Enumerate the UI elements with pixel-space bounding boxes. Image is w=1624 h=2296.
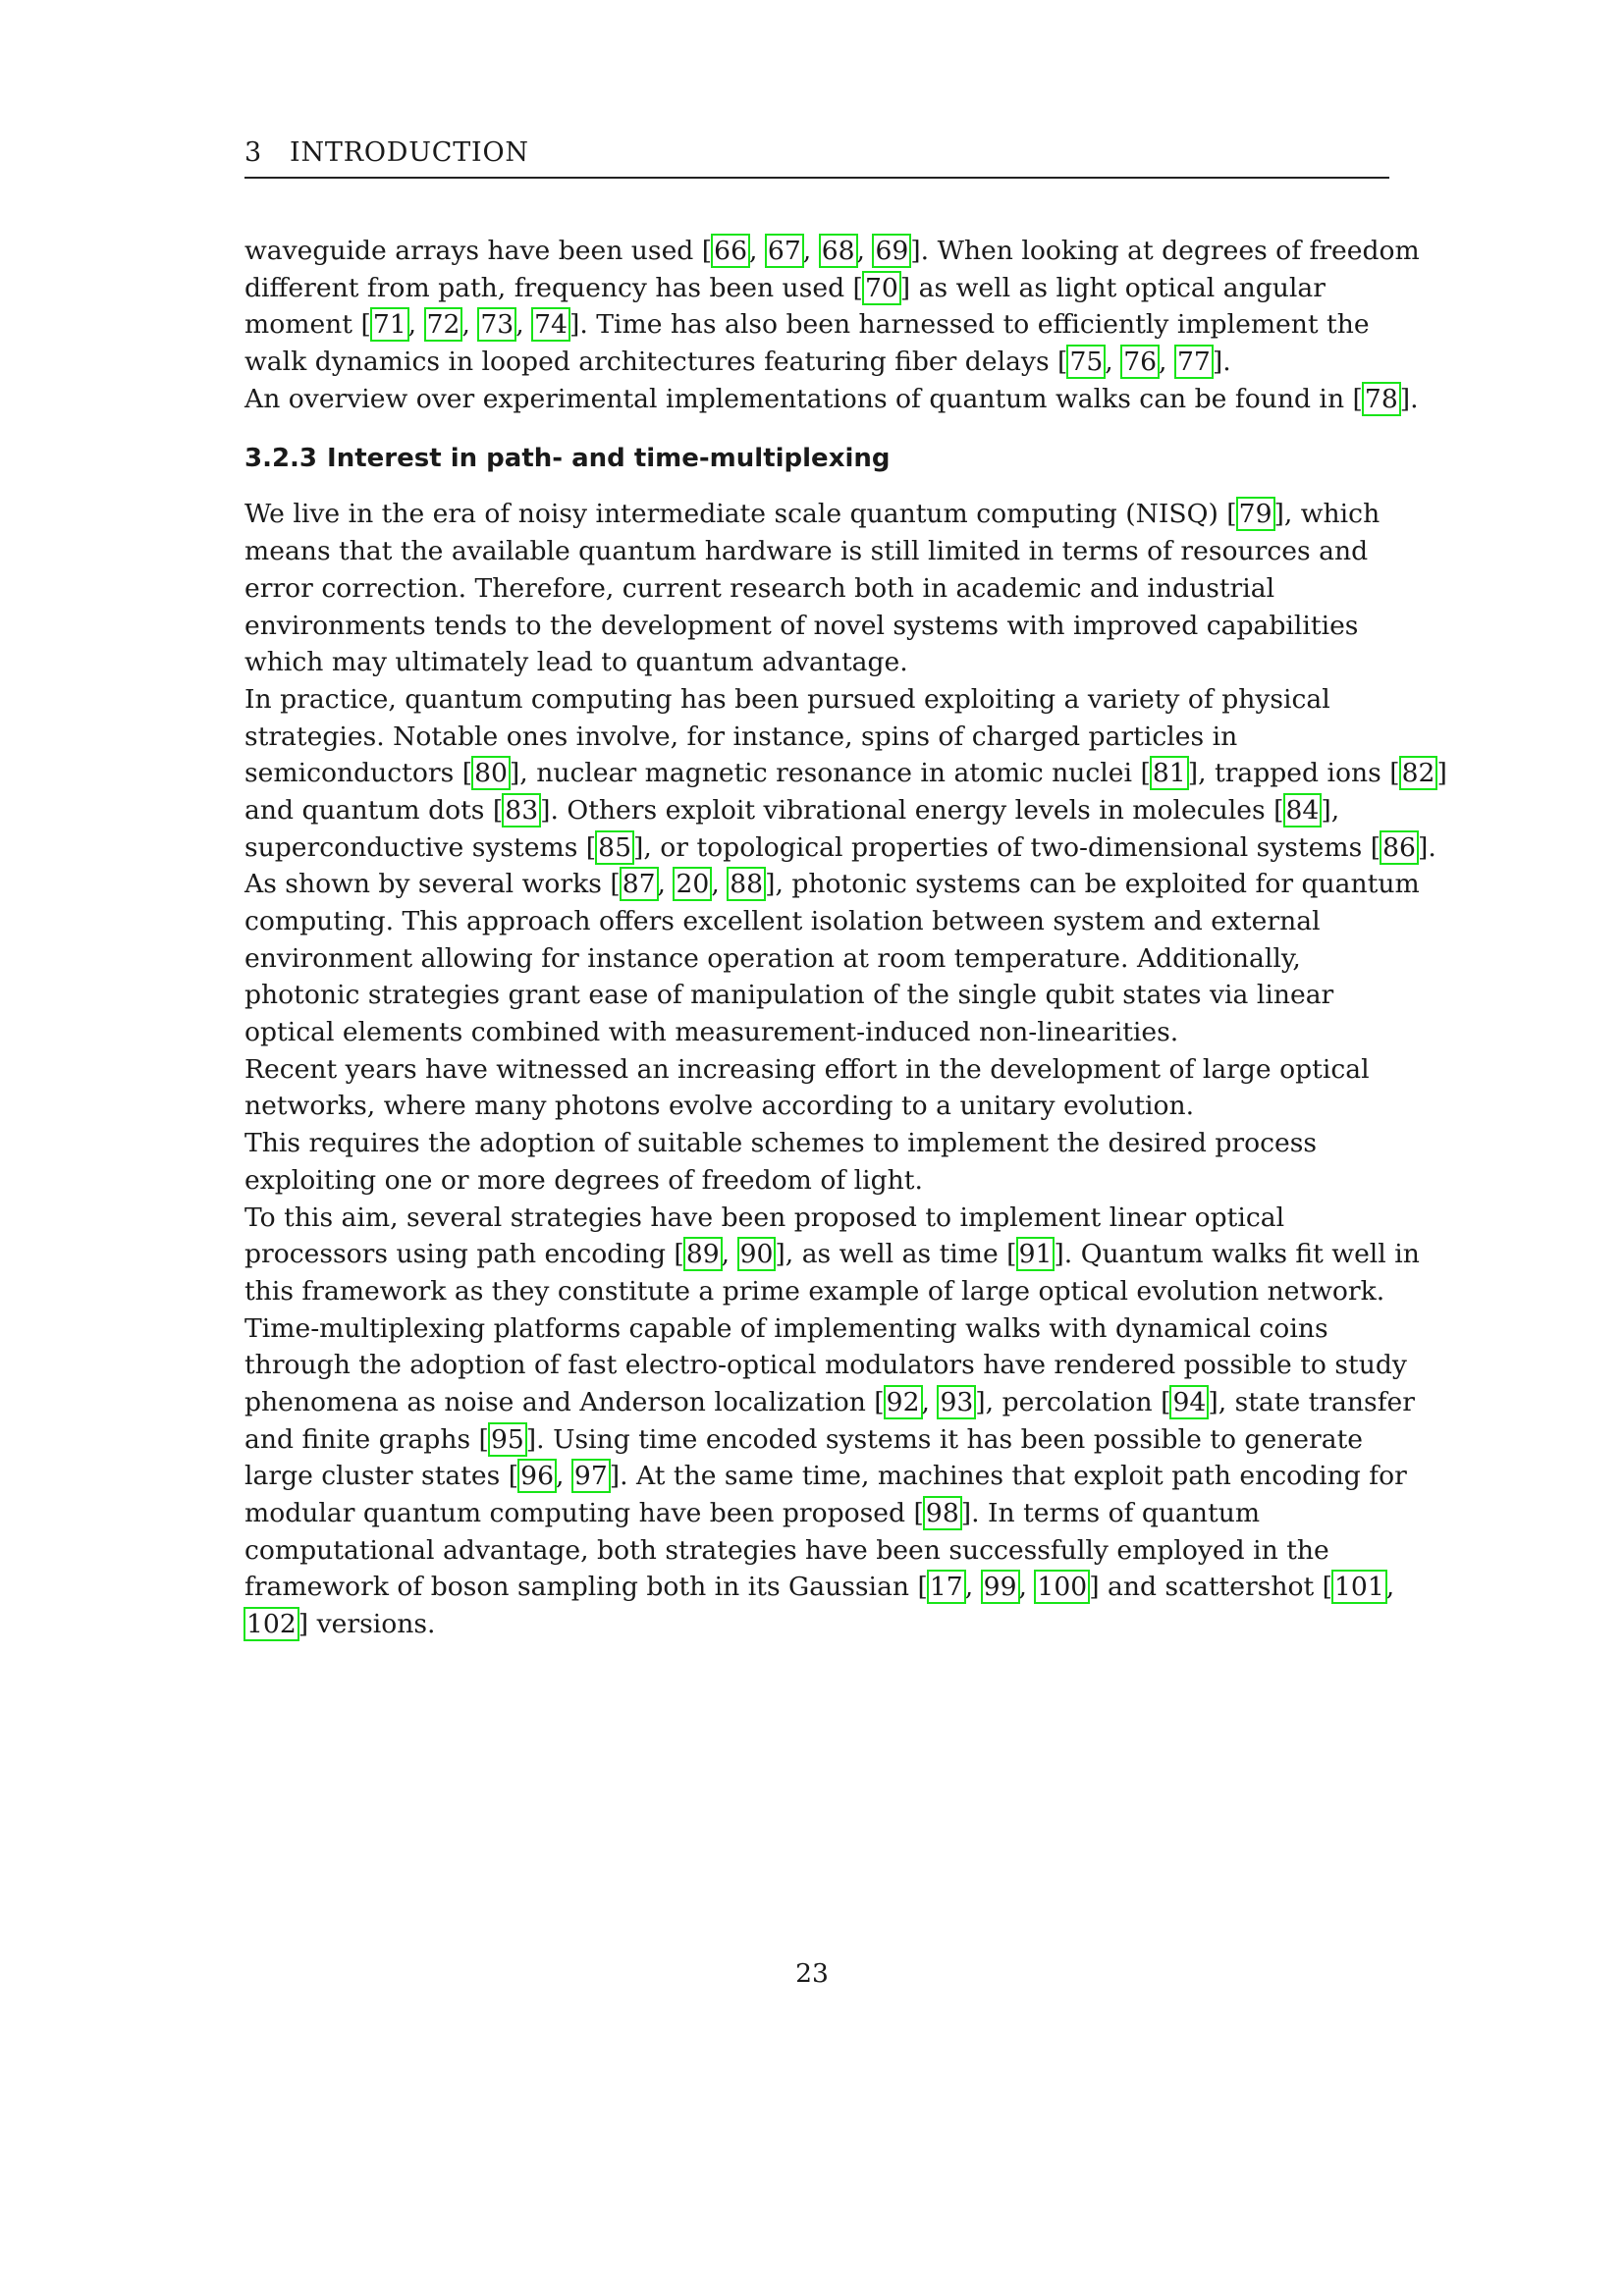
citation-link[interactable]: 99 [981,1570,1020,1604]
text-line: computing. This approach offers excellent isolation between system and external [244,906,1321,936]
text-line: superconductive systems [85], or topological properties of two-dimensional systems [86]. [244,831,1436,863]
paragraph-path-time-multiplexing [244,496,1447,1642]
text-line: modular quantum computing have been proposed [98]. In terms of quantum [244,1498,1261,1528]
text-line: 102] versions. [244,1606,1393,1643]
citation-link[interactable]: 72 [424,307,463,342]
text-line: optical elements combined with measurement-induced non-linearities. [244,1017,1179,1048]
text-line: Time-multiplexing platforms capable of implementing walks with dynamical coins [244,1312,1328,1344]
citation-link[interactable]: 94 [1169,1385,1209,1419]
text-line: As shown by several works [87, 20, 88], photonic systems can be exploited for quantum [244,869,1420,900]
text-line: means that the available quantum hardware is still limited in terms of resources and [244,536,1369,567]
text-line: waveguide arrays have been used [66, 67, 68, 69]. When looking at degrees of freedom [244,236,1420,266]
citation-link[interactable]: 87 [620,867,659,901]
paragraph-walk-implementations [244,233,1420,417]
main-content [244,233,1447,1643]
text-line: semiconductors [80], nuclear magnetic resonance in atomic nuclei [81], trapped ions [82] [244,758,1447,789]
text-line: strategies. Notable ones involve, for instance, spins of charged particles in [244,721,1238,752]
citation-link[interactable]: 82 [1399,756,1438,790]
citation-link[interactable]: 79 [1236,497,1275,531]
text-line: and quantum dots [83]. Others exploit vibrational energy levels in molecules [84], [244,794,1340,826]
text-line: In practice, quantum computing has been pursued exploiting a variety of physical [244,683,1330,715]
citation-link[interactable]: 78 [1362,382,1401,416]
citation-link[interactable]: 92 [884,1385,923,1419]
text-line: this framework as they constitute a prime example of large optical evolution network. [244,1275,1385,1307]
citation-link[interactable]: 89 [683,1237,723,1271]
page-number: 23 [795,1958,829,1989]
citation-link[interactable]: 70 [862,271,901,305]
text-line: exploiting one or more degrees of freedom of light. [244,1164,923,1196]
text-line: through the adoption of fast electro-optical modulators have rendered possible to study [244,1350,1407,1381]
citation-link[interactable]: 68 [819,234,858,268]
section-heading [244,439,1393,478]
citation-link[interactable]: 93 [937,1385,976,1419]
citation-link[interactable]: 98 [923,1496,962,1530]
section-title: Interest in path- and time-multiplexing [327,444,891,474]
text-line: which may ultimately lead to quantum advantage. [244,647,908,678]
citation-link[interactable]: 81 [1150,756,1189,790]
text-line: This requires the adoption of suitable schemes to implement the desired process [244,1128,1318,1159]
citation-link[interactable]: 76 [1120,345,1160,379]
text-line: networks, where many photons evolve according to a unitary evolution. [244,1091,1195,1122]
citation-link[interactable]: 80 [471,756,511,790]
text-line: Recent years have witnessed an increasing effort in the development of large optical [244,1053,1370,1085]
text-line: We live in the era of noisy intermediate scale quantum computing (NISQ) [79], which [244,499,1380,530]
text-line: computational advantage, both strategies have been successfully employed in the [244,1534,1329,1566]
citation-link[interactable]: 100 [1034,1570,1090,1604]
citation-link[interactable]: 83 [502,793,541,828]
citation-link[interactable]: 20 [673,867,712,901]
section-number: 3.2.3 [244,444,318,474]
text-line: phenomena as noise and Anderson localization [92, 93], percolation [94], state transfer [244,1386,1415,1417]
citation-link[interactable]: 17 [927,1570,966,1604]
citation-link[interactable]: 74 [531,307,570,342]
citation-link[interactable]: 69 [872,234,911,268]
text-line: processors using path encoding [89, 90], as well as time [91]. Quantum walks fit well in [244,1239,1420,1270]
text-line: different from path, frequency has been used [70] as well as light optical angular [244,272,1326,303]
citation-link[interactable]: 97 [571,1459,611,1493]
text-line: and finite graphs [95]. Using time encoded systems it has been possible to generate [244,1423,1364,1455]
citation-link[interactable]: 85 [595,830,634,865]
text-line: environments tends to the development of novel systems with improved capabilities [244,610,1359,641]
text-line: To this aim, several strategies have been proposed to implement linear optical [244,1201,1285,1233]
citation-link[interactable]: 86 [1380,830,1419,865]
citation-link[interactable]: 84 [1283,793,1323,828]
citation-link[interactable]: 96 [517,1459,557,1493]
chapter-title: INTRODUCTION [290,137,529,168]
citation-link[interactable]: 88 [727,867,766,901]
citation-link[interactable]: 73 [477,307,516,342]
citation-link[interactable]: 95 [488,1422,527,1457]
text-line: environment allowing for instance operation at room temperature. Additionally, [244,942,1301,974]
citation-link[interactable]: 102 [244,1607,299,1641]
citation-link[interactable]: 90 [737,1237,777,1271]
citation-link[interactable]: 91 [1016,1237,1056,1271]
citation-link[interactable]: 66 [711,234,750,268]
text-line: An overview over experimental implementations of quantum walks can be found in [78]. [244,383,1419,414]
chapter-number: 3 [244,137,262,168]
citation-link[interactable]: 67 [765,234,804,268]
text-line: moment [71, 72, 73, 74]. Time has also been harnessed to efficiently implement the [244,309,1370,341]
running-header [244,137,1389,179]
text-line: walk dynamics in looped architectures featuring fiber delays [75, 76, 77]. [244,347,1231,378]
text-line: error correction. Therefore, current research both in academic and industrial [244,572,1275,604]
text-line: framework of boson sampling both in its Gaussian [17, 99, 100] and scattershot [101, [244,1572,1395,1603]
citation-link[interactable]: 101 [1331,1570,1387,1604]
citation-link[interactable]: 75 [1066,345,1106,379]
citation-link[interactable]: 77 [1174,345,1214,379]
text-line: large cluster states [96, 97]. At the same time, machines that exploit path encoding for [244,1461,1407,1492]
citation-link[interactable]: 71 [370,307,409,342]
text-line: photonic strategies grant ease of manipulation of the single qubit states via linear [244,980,1334,1011]
